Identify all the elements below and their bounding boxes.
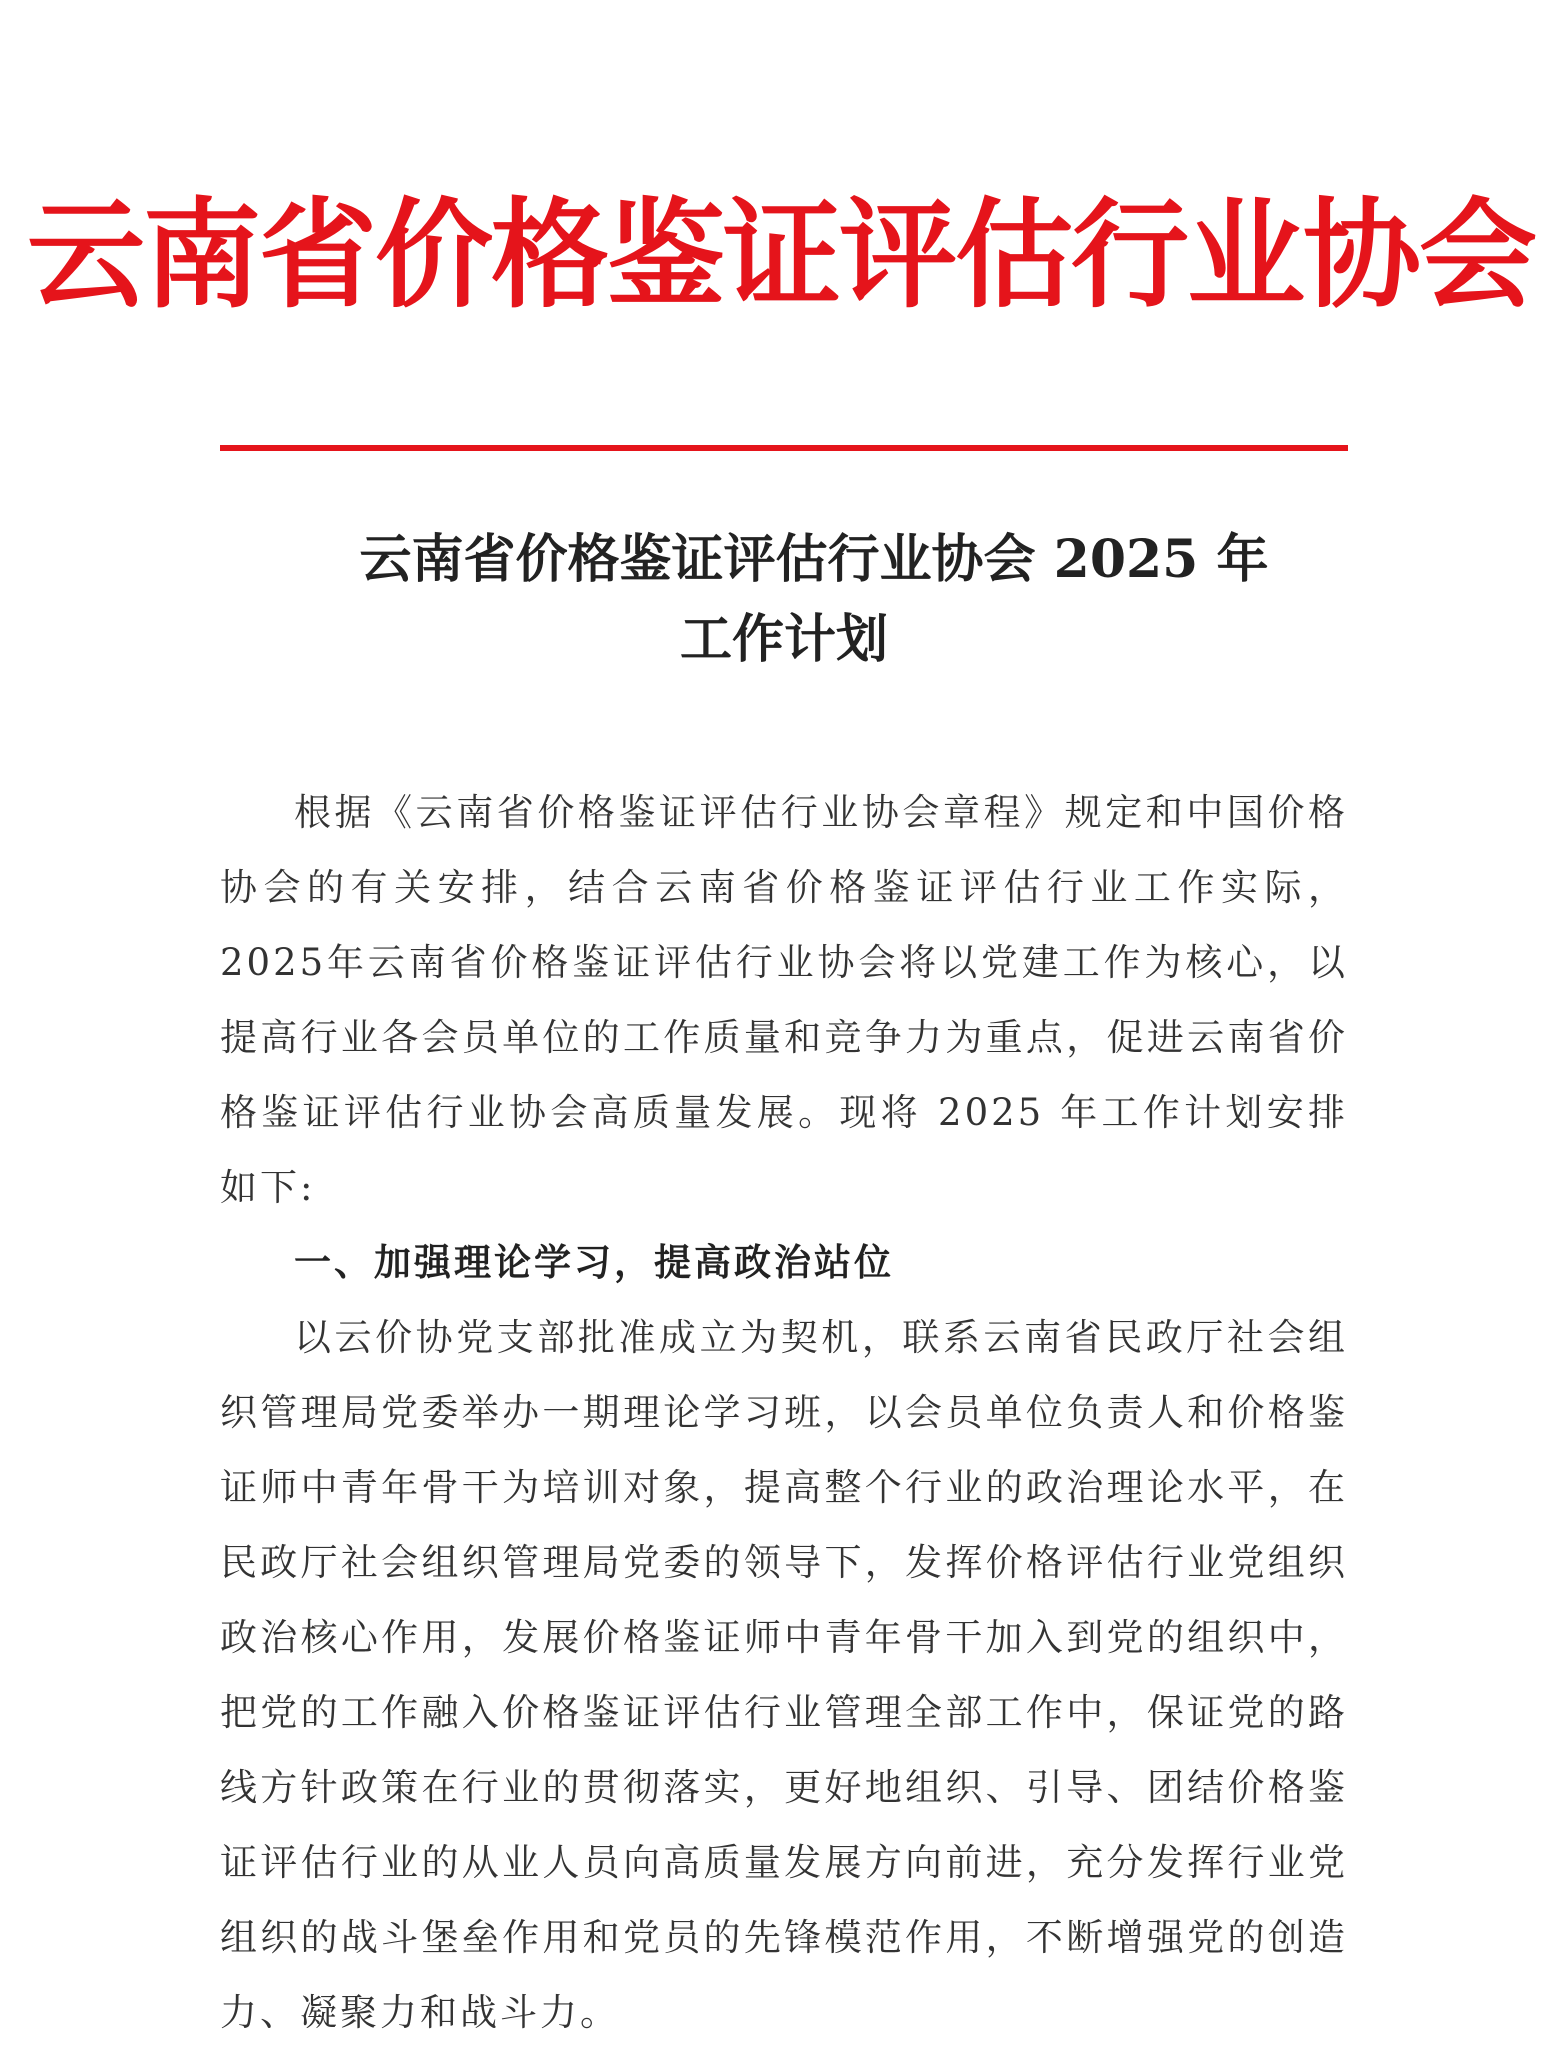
section-1-paragraph: 以云价协党支部批准成立为契机，联系云南省民政厅社会组织管理局党委举办一期理论学习班，以会员单位负责人和价格鉴证师中青年骨干为培训对象，提高整个行业的政治理论水平，在民政厅社会组织管理局党委的领导下，发挥价格评估行业党组织政治核心作用，发展价格鉴证师中青年骨干加入到党的组织中，把党的工作融入价格鉴证评估行业管理全部工作中，保证党的路线方针政策在行业的贯彻落实，更好地组织、引导、团结价格鉴证评估行业的从业人员向高质量发展方向前进，充分发挥行业党组织的战斗堡垒作用和党员的先锋模范作用，不断增强党的创造力、凝聚力和战斗力。 bbox=[220, 1316, 1348, 2034]
section-1-heading: 一、加强理论学习，提高政治站位 bbox=[294, 1240, 894, 1284]
document-title-line-2: 工作计划 bbox=[679, 609, 888, 670]
document-title bbox=[220, 520, 1348, 680]
masthead-title: 云南省价格鉴证评估行业协会 bbox=[26, 185, 1535, 324]
document-body bbox=[220, 775, 1348, 2050]
document-title-line-1: 云南省价格鉴证评估行业协会 2025 年 bbox=[359, 529, 1269, 590]
red-divider-rule bbox=[220, 445, 1348, 451]
intro-paragraph: 根据《云南省价格鉴证评估行业协会章程》规定和中国价格协会的有关安排，结合云南省价格鉴证评估行业工作实际，2025年云南省价格鉴证评估行业协会将以党建工作为核心，以提高行业各会员单位的工作质量和竞争力为重点，促进云南省价格鉴证评估行业协会高质量发展。现将 2025 年工作计划安排如下: bbox=[220, 791, 1348, 1209]
